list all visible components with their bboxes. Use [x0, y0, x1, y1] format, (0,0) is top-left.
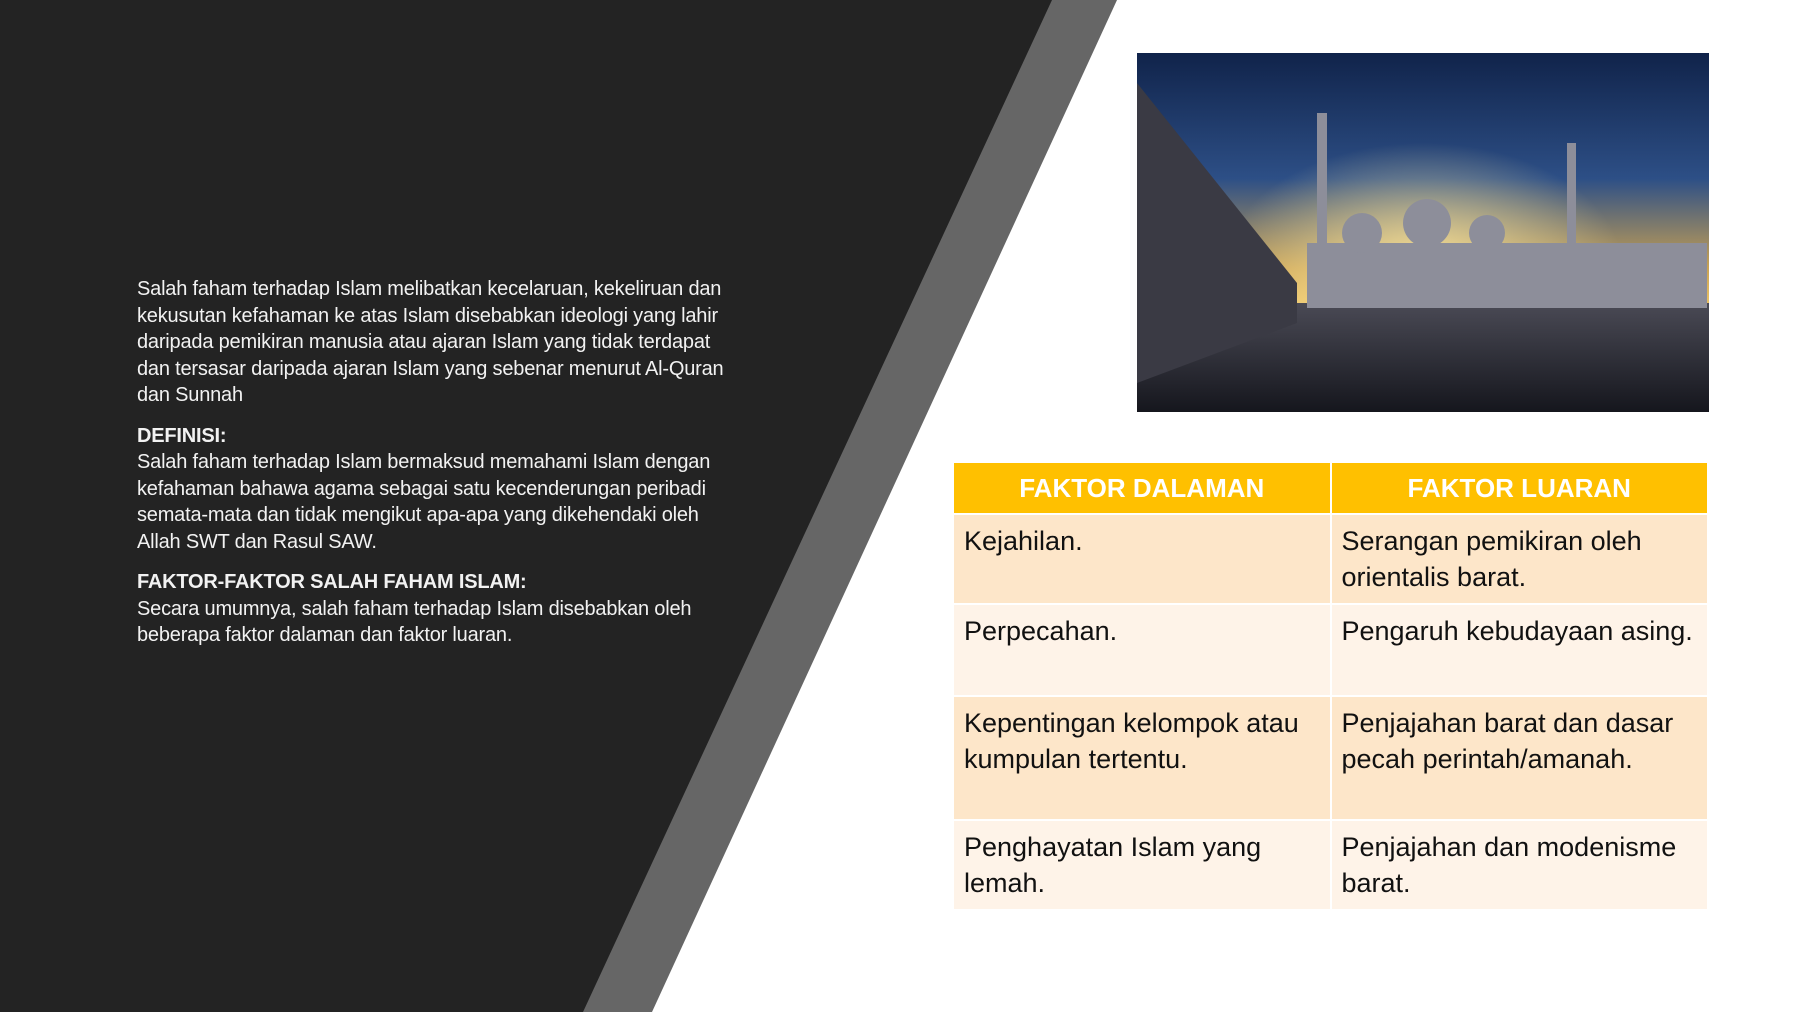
table-cell: Penjajahan barat dan dasar pecah perintah/amanah.: [1331, 696, 1709, 820]
factors-heading: FAKTOR-FAKTOR SALAH FAHAM ISLAM:: [137, 571, 527, 593]
table-row: [953, 514, 1708, 604]
definition-text: Salah faham terhadap Islam bermaksud memahami Islam dengan kefahaman bahawa agama sebagai satu kecenderungan peribadi semata-mata dan tidak mengikut apa-apa yang dikehendaki oleh Allah SWT dan Rasul SAW.: [137, 451, 711, 553]
factors-table: [952, 461, 1709, 911]
table-cell: Penjajahan dan modenisme barat.: [1331, 820, 1709, 910]
table-row: [953, 604, 1708, 696]
intro-paragraph: Salah faham terhadap Islam melibatkan kecelaruan, kekeliruan dan kekusutan kefahaman ke atas Islam disebabkan ideologi yang lahir daripada pemikiran manusia atau ajaran Islam yang tidak terdapat dan tersasar daripada ajaran Islam yang sebenar menurut Al-Quran dan Sunnah: [137, 278, 724, 406]
table-cell: Perpecahan.: [953, 604, 1331, 696]
mosque-photo: [1137, 53, 1709, 412]
factors-section: [137, 569, 727, 649]
definition-heading: DEFINISI:: [137, 424, 227, 447]
table-row: [953, 820, 1708, 910]
factors-text: Secara umumnya, salah faham terhadap Islam disebabkan oleh beberapa faktor dalaman dan faktor luaran.: [137, 597, 692, 646]
definition-section: [137, 423, 727, 556]
header-external-factors: FAKTOR LUARAN: [1331, 462, 1709, 514]
table-row: [953, 696, 1708, 820]
left-text-block: [137, 276, 727, 663]
header-internal-factors: FAKTOR DALAMAN: [953, 462, 1331, 514]
table-cell: Serangan pemikiran oleh orientalis barat.: [1331, 514, 1709, 604]
table-cell: Kejahilan.: [953, 514, 1331, 604]
table-header-row: [953, 462, 1708, 514]
table-cell: Kepentingan kelompok atau kumpulan tertentu.: [953, 696, 1331, 820]
table-cell: Penghayatan Islam yang lemah.: [953, 820, 1331, 910]
table-cell: Pengaruh kebudayaan asing.: [1331, 604, 1709, 696]
